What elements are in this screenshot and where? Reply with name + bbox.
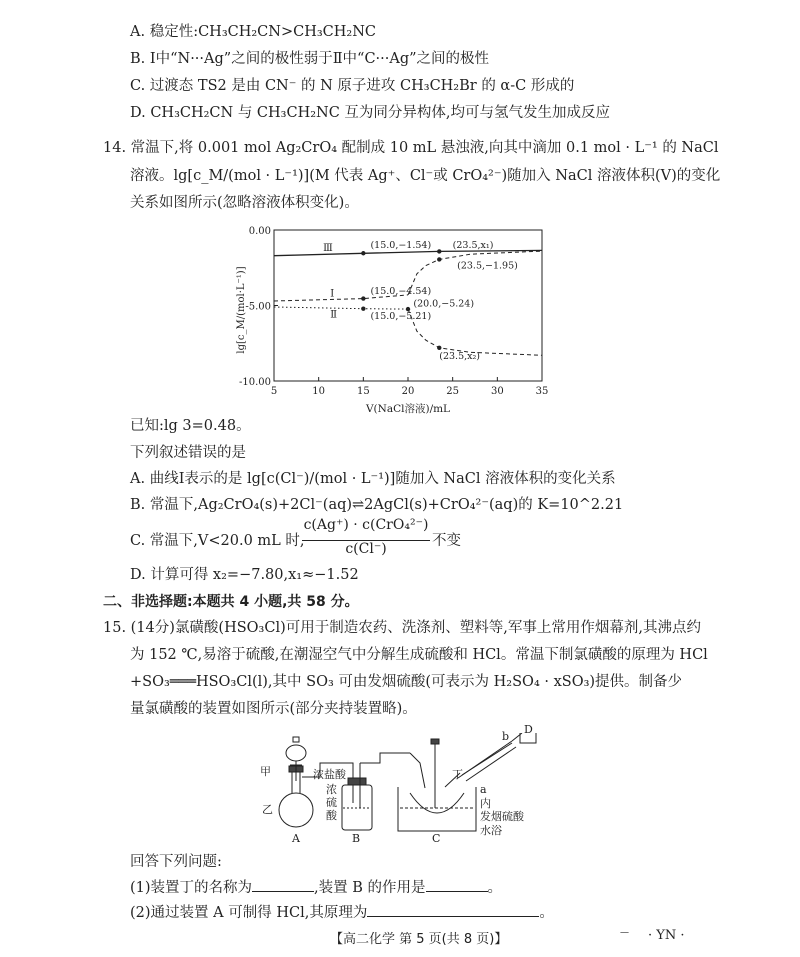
q15-sub2 [130, 903, 554, 923]
q14-option-c-suffix: 不变 [432, 533, 461, 549]
chart-xlabel: V(NaCl溶液)/mL [365, 403, 451, 415]
x-tick-label: 25 [446, 386, 460, 397]
tube-b-to-c [410, 753, 425, 788]
label-b: b [502, 730, 510, 743]
q13-option-d: D. CH₃CH₂CN 与 CH₃CH₂NC 互为同分异构体,均可与氢气发生加成反应 [130, 105, 611, 121]
y-tick-label: -10.00 [238, 377, 271, 388]
q15-stem-line-1: 15. (14分)氯磺酸(HSO₃Cl)可用于制造农药、洗涤剂、塑料等,军事上常用作烟幕剂,其沸点约 [103, 620, 701, 636]
q15-stem-line-2: 为 152 ℃,易溶于硫酸,在潮湿空气中分解生成硫酸和 HCl。常温下制氯磺酸的原理为 HCl [130, 647, 708, 663]
label-ding: 丁 [452, 768, 463, 781]
x-tick-label: 30 [490, 386, 504, 397]
label-a: a [480, 783, 487, 796]
q14-prompt: 下列叙述错误的是 [130, 445, 246, 461]
x-tick-label: 20 [401, 386, 415, 397]
flask-c [410, 793, 464, 813]
point-annotation: (23.5,x₂) [439, 351, 481, 363]
footer-dash: — [620, 928, 629, 938]
data-point [437, 249, 441, 253]
label-yi: 乙 [262, 803, 273, 816]
label-a-device: A [292, 832, 300, 845]
q15-answer-prompt: 回答下列问题: [130, 854, 222, 870]
x-tick-label: 15 [356, 386, 370, 397]
q14-option-b: B. 常温下,Ag₂CrO₄(s)+2Cl⁻(aq)⇌2AgCl(s)+CrO₄²⁻(aq)的 K=10^2.21 [130, 497, 624, 513]
label-conc-hcl: 浓盐酸 [313, 768, 346, 781]
bottle-b-stopper [348, 778, 366, 785]
q13-option-b: B. Ⅰ中“N···Ag”之间的极性弱于Ⅱ中“C···Ag”之间的极性 [130, 51, 490, 67]
q14-known: 已知:lg 3=0.48。 [130, 418, 251, 434]
q15-sub2-text-a: (2)通过装置 A 可制得 HCl,其原理为 [130, 905, 368, 921]
label-d: D [524, 723, 533, 736]
label-water-bath: 水浴 [480, 824, 502, 837]
q15-sub1 [130, 878, 502, 898]
label-b-device: B [352, 832, 361, 845]
q14-stem-line-2: 溶液。lg[c_M/(mol · L⁻¹)](M 代表 Ag⁺、Cl⁻或 CrO₄²⁻)随加入 NaCl 溶液体积(V)的变化 [130, 168, 721, 184]
data-point [437, 346, 441, 350]
beaker-c [398, 787, 476, 831]
curve-label: Ⅱ [330, 309, 338, 321]
q15-sub1-blank-2[interactable] [426, 891, 488, 892]
q15-sub2-text-b: 。 [539, 905, 554, 921]
q14-option-d: D. 计算可得 x₂=−7.80,x₁≈−1.52 [130, 567, 359, 583]
q14-stem-line-3: 关系如图所示(忽略溶液体积变化)。 [130, 195, 359, 211]
q15-stem-line-3: +SO₃═══HSO₃Cl(l),其中 SO₃ 可由发烟硫酸(可表示为 H₂SO₄ · xSO₃)提供。制备少 [130, 674, 683, 690]
q14-option-a: A. 曲线Ⅰ表示的是 lg[c(Cl⁻)/(mol · L⁻¹)]随加入 NaCl 溶液体积的变化关系 [130, 471, 616, 487]
x-tick-label: 5 [270, 386, 278, 397]
q15-sub2-blank[interactable] [367, 916, 539, 917]
data-point [437, 257, 441, 261]
q15-stem-line-4: 量氯磺酸的装置如图所示(部分夹持装置略)。 [130, 701, 417, 717]
q14-option-c-denominator: c(Cl⁻) [345, 541, 387, 557]
label-fuming-acid: 发烟硫酸 [480, 810, 524, 823]
data-point [361, 296, 365, 300]
point-annotation: (20.0,−5.24) [413, 298, 475, 310]
point-annotation: (23.5,x₁) [452, 240, 494, 252]
page-footer: 【高二化学 第 5 页(共 8 页)】 [330, 932, 508, 947]
series-line [274, 307, 408, 309]
point-annotation: (15.0,−5.21) [370, 311, 432, 323]
curve-label: Ⅲ [323, 243, 333, 255]
y-tick-label: -5.00 [245, 301, 271, 313]
x-tick-label: 35 [535, 386, 549, 397]
q13-option-c: C. 过渡态 TS2 是由 CN⁻ 的 N 原子进攻 CH₃CH₂Br 的 α-C 形成的 [130, 78, 575, 94]
data-point [361, 251, 365, 255]
section-2-heading: 二、非选择题:本题共 4 小题,共 58 分。 [103, 594, 359, 610]
footer-code: · YN · [648, 928, 685, 943]
label-conc-h2so4: 浓 硫 酸 [326, 783, 337, 822]
q14-option-c-prefix: C. 常温下,V<20.0 mL 时, [130, 533, 305, 549]
q14-stem-line-1: 14. 常温下,将 0.001 mol Ag₂CrO₄ 配制成 10 mL 悬浊液,向其中滴加 0.1 mol · L⁻¹ 的 NaCl [103, 140, 719, 156]
point-annotation: (15.0,−1.54) [370, 240, 432, 252]
q15-sub1-blank-1[interactable] [252, 891, 314, 892]
flask-a-body [279, 793, 313, 827]
label-jia: 甲 [260, 765, 271, 778]
x-tick-label: 10 [312, 386, 326, 397]
chart-ylabel: lg[c_M/(mol·L⁻¹)] [236, 266, 247, 354]
q14-chart [232, 220, 562, 418]
separatory-funnel [286, 745, 306, 761]
y-tick-label: 0.00 [248, 226, 271, 237]
point-annotation: (15.0,−4.54) [370, 286, 432, 298]
label-nei: 内 [480, 797, 491, 810]
q15-sub1-text-a: (1)装置丁的名称为 [130, 880, 253, 896]
label-c-device: C [432, 832, 441, 845]
q15-sub1-text-b: ,装置 B 的作用是 [314, 880, 426, 896]
q14-option-c-numerator: c(Ag⁺) · c(CrO₄²⁻) [303, 517, 429, 533]
curve-label: Ⅰ [330, 288, 335, 300]
q13-option-a: A. 稳定性:CH₃CH₂CN>CH₃CH₂NC [130, 24, 376, 40]
data-point [361, 306, 365, 310]
point-annotation: (23.5,−1.95) [457, 260, 518, 272]
q15-sub1-text-c: 。 [487, 880, 503, 896]
